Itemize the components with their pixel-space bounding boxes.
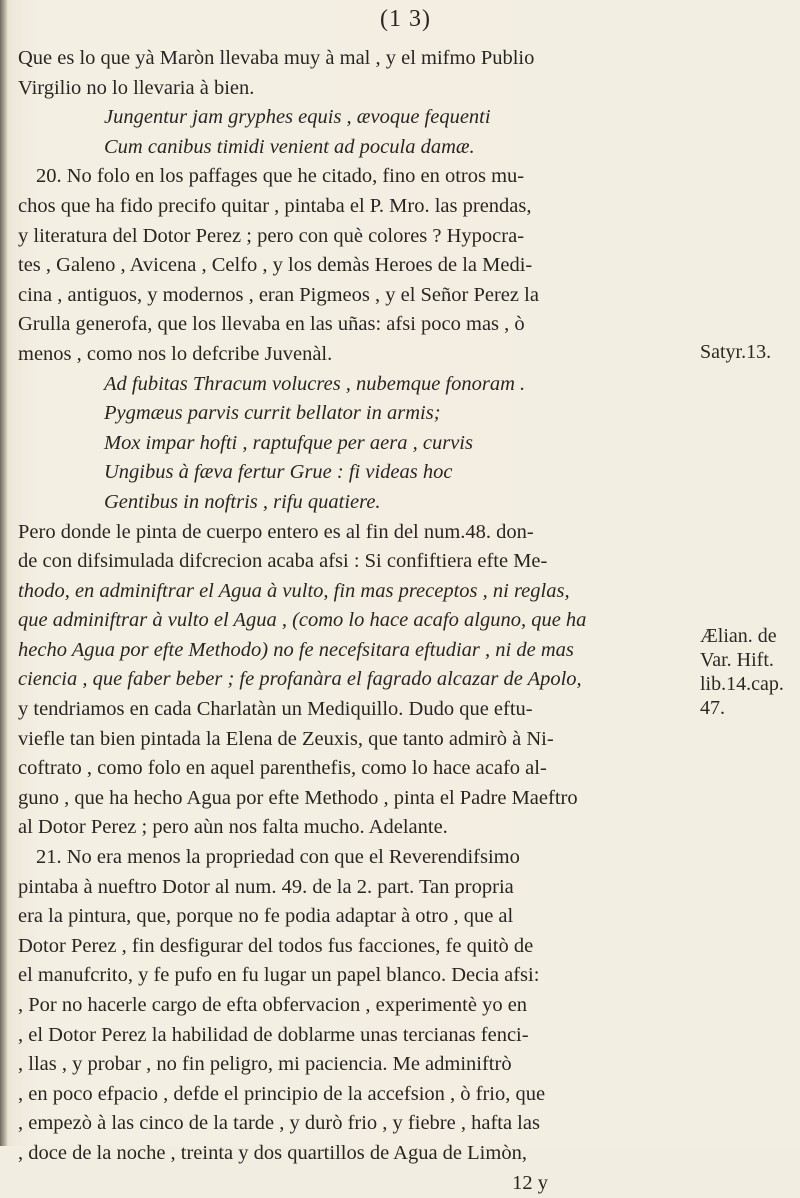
verse-line-6: Ungibus à fæva fertur Grue : fi videas hoc: [104, 461, 453, 484]
quote-line-2: que adminiftrar à vulto el Agua , (como lo hace acafo alguno, que ha: [18, 609, 587, 632]
quoted-line-4: , en poco efpacio , defde el principio de la accefsion , ò frio, que: [18, 1082, 546, 1105]
catchword: 12 y: [512, 1171, 548, 1194]
marginal-note-line: lib.14.cap.: [700, 673, 784, 695]
quoted-line-2: , el Dotor Perez la habilidad de doblarme unas tercianas fenci-: [18, 1023, 529, 1046]
verse-line-2: Cum canibus timidi venient ad pocula damæ.: [104, 135, 475, 158]
quoted-line-6: , doce de la noche , treinta y dos quartillos de Agua de Limòn,: [18, 1141, 527, 1164]
text-line-25: coftrato , como folo en aquel parenthefis, como lo hace acafo al-: [18, 757, 547, 780]
text-line-9: cina , antiguos, y modernos , eran Pigmeos , y el Señor Perez la: [18, 283, 539, 306]
marginal-note-line: 47.: [700, 697, 725, 719]
quoted-line-1: , Por no hacerle cargo de efta obfervacion , experimentè yo en: [18, 994, 528, 1016]
text-line-18: de con difsimulada difcrecion acaba afsi : Si confiftiera efte Me-: [18, 550, 548, 573]
text-line-6: chos que ha fido precifo quitar , pintaba el P. Mro. las prendas,: [18, 194, 532, 217]
quote-line-4: ciencia , que faber beber ; fe profanàra el fagrado alcazar de Apolo,: [18, 668, 582, 691]
text-line-24: viefle tan bien pintada la Elena de Zeuxis, que tanto admirò à Ni-: [18, 727, 554, 750]
text-line-17: Pero donde le pinta de cuerpo entero es al fin del num.48. don-: [18, 520, 534, 543]
text-line-32: el manufcrito, y fe pufo en fu lugar un papel blanco. Decia afsi:: [18, 964, 540, 987]
text-line-31: Dotor Perez , fin desfigurar del todos fus facciones, fe quitò de: [18, 934, 534, 957]
text-line-29: pintaba à nueftro Dotor al num. 49. de la 2. part. Tan propria: [18, 875, 514, 898]
verse-line-4: Pygmæus parvis currit bellator in armis;: [104, 402, 441, 425]
text-line-1: Que es lo que yà Maròn llevaba muy à mal , y el mifmo Publio: [18, 47, 535, 69]
verse-line-5: Mox impar hofti , raptufque per aera , curvis: [104, 431, 473, 454]
text-line-10: Grulla generofa, que los llevaba en las uñas: afsi poco mas , ò: [18, 313, 525, 336]
marginal-note-line: Var. Hift.: [700, 649, 774, 671]
verse-line-7: Gentibus in noftris , rifu quatiere.: [104, 490, 381, 513]
verse-line-1: Jungentur jam gryphes equis , ævoque fequenti: [104, 106, 491, 129]
quote-line-1: thodo, en adminiftrar el Agua à vulto, fin mas preceptos , ni reglas,: [18, 579, 570, 602]
marginal-note-aelian: [700, 624, 784, 720]
verse-line-3: Ad fubitas Thracum volucres , nubemque fonoram .: [104, 372, 526, 395]
marginal-note-line: Ælian. de: [700, 625, 777, 647]
main-text-block: [18, 44, 688, 1198]
text-line-30: era la pintura, que, porque no fe podia adaptar à otro , que al: [18, 905, 514, 928]
text-line-8: tes , Galeno , Avicena , Celfo , y los demàs Heroes de la Medi-: [18, 254, 533, 277]
text-line-7: y literatura del Dotor Perez ; pero con què colores ? Hypocra-: [18, 224, 525, 247]
text-line-2: Virgilio no lo llevaria à bien.: [18, 76, 255, 99]
quote-line-3: hecho Agua por efte Methodo) no fe necefsitara eftudiar , ni de mas: [18, 638, 574, 661]
page-number: (1 3): [380, 6, 431, 32]
paragraph-21-start: 21. No era menos la propriedad con que el Reverendifsimo: [36, 846, 520, 869]
page-gutter-shadow: [0, 0, 8, 1146]
text-line-23: y tendriamos en cada Charlatàn un Mediquillo. Dudo que eftu-: [18, 698, 533, 721]
text-line-11: menos , como nos lo defcribe Juvenàl.: [18, 342, 333, 365]
paragraph-20-start: 20. No folo en los paffages que he citado, fino en otros mu-: [36, 165, 525, 188]
quoted-line-5: , empezò à las cinco de la tarde , y durò frio , y fiebre , hafta las: [18, 1112, 540, 1135]
text-line-26: guno , que ha hecho Agua por efte Methodo , pinta el Padre Maeftro: [18, 786, 578, 809]
marginal-note-line: Satyr.13.: [700, 341, 772, 363]
quoted-line-3: , llas , y probar , no fin peligro, mi paciencia. Me adminiftrò: [18, 1053, 512, 1076]
marginal-note-satyr: [700, 340, 771, 364]
text-line-27: al Dotor Perez ; pero aùn nos falta mucho. Adelante.: [18, 816, 448, 839]
